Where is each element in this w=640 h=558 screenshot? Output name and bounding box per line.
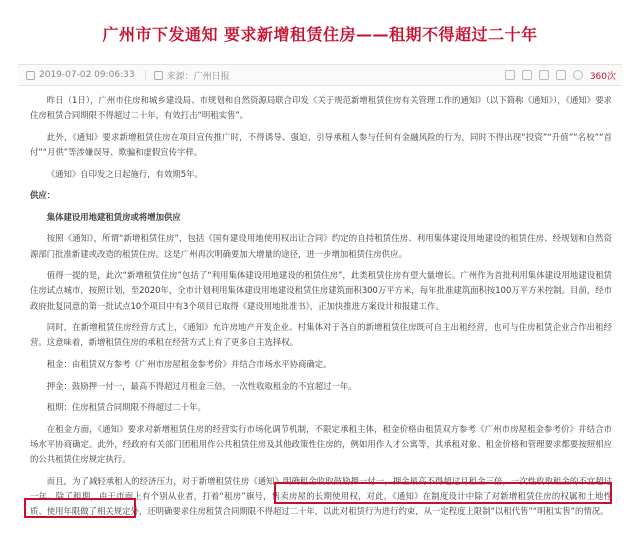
meta-divider [145,70,146,80]
paragraph: 按照《通知》，所谓“新增租赁住房”，包括《国有建设用地使用权出让合同》约定的自持租赁住房、利用集体建设用地建设的租赁住房、经规划和自然资源部门批准新建或改造的租赁住房。这是广州再次明确要加大增量的途径，进一步增加租赁住房供应。 [30,233,612,259]
article-body [30,93,612,526]
article-meta-bar [18,64,622,86]
source-icon [154,71,163,80]
bookmark-icon[interactable] [556,70,566,80]
paragraph: 昨日（1日），广州市住房和城乡建设局、市规划和自然资源局联合印发《关于规范新增租赁住房有关管理工作的通知》（以下简称《通知》），《通知》要求住房租赁合同期限不得超过二十年，有效打击“明租实售”。 [30,95,612,121]
meta-actions [505,69,622,82]
paragraph: 值得一提的是，此次“新增租赁住房”包括了“利用集体建设用地建设的租赁住房”，此类租赁住房有望大量增长。广州作为首批利用集体建设用地建设租赁住房试点城市，按照计划，至2020年，全市计划利用集体建设用地建设租赁住房建筑面积300万平方米，每年批准建筑面积按100万平方米控制。目前，经市政府批复同意的第一批试点10个项目中有3个项目已取得《建设用地批准书》，正加快推进方案设计和报建工作。 [30,270,612,311]
article-title: 广州市下发通知 要求新增租赁住房——租期不得超过二十年 [102,25,538,44]
clock-icon [26,71,35,80]
paragraph: 此外，《通知》要求新增租赁住房在项目宣传推广时，不得诱导、强迫、引导承租人参与任何有金融风险的行为，同时不得出现“投资”“升值”“名校”“首付”“月供”等涉嫌误导、欺骗和虚假宣传字样。 [30,131,612,157]
paragraph: 租金：由租赁双方参考《广州市房屋租金参考价》并结合市场水平协商确定。 [46,358,332,369]
print-icon[interactable] [505,70,515,80]
publish-datetime: 2019-07-02 09:06:33 [39,70,135,80]
paragraph: 同时，在新增租赁住房经营方式上，《通知》允许房地产开发企业、村集体对于各自的新增租赁住房既可自主出租经营，也可与住房租赁企业合作出租经营。这意味着，新增租赁住房的承租在经营方式上有了更多自主选择权。 [30,322,612,348]
section-heading: 集体建设用地建租赁房或将增加供应 [46,211,181,222]
paragraph: 押金：鼓励押一付一，最高不得超过月租金三倍，一次性收取租金的不宜超过一年。 [46,380,357,391]
view-count: 360次 [589,71,616,82]
eye-icon [573,70,583,80]
comment-icon[interactable] [539,70,549,80]
mail-icon[interactable] [522,70,532,80]
paragraph: 而且，为了减轻承租人的经济压力，对于新增租赁住房《通知》明确租金收取鼓励押一付一，押金最高不得超过月租金三倍，一次性收取租金的不宜超过一年。除了租期，由于市面上有个别从业者，打着“租房”旗号，售卖房屋的长期使用权，对此，《通知》在制度设计中除了对新增租赁住房的权属和土地性质、使用年限做了相关规定外，还明确要求住房租赁合同期限不得超过二十年，以此对租赁行为进行约束，从一定程度上限制“以租代售”“明租实售”的情况。 [30,475,612,517]
article-source: 来源：广州日报 [166,71,230,82]
paragraph: 在租金方面，《通知》要求对新增租赁住房的经营实行市场化调节机制，不限定承租主体，租金价格由租赁双方参考《广州市房屋租金参考价》并结合市场水平协商确定。此外，经政府有关部门团租用作公共租赁住房及其他政策性住房的，例如用作人才公寓等，其承租对象、租金价格和管理要求都要按照相应的公共租赁住房规定执行。 [30,423,612,465]
paragraph: 租期：住房租赁合同期限不得超过二十年。 [46,402,206,413]
section-heading: 供应： [30,190,56,201]
paragraph: 《通知》自印发之日起施行，有效期5年。 [46,168,203,179]
